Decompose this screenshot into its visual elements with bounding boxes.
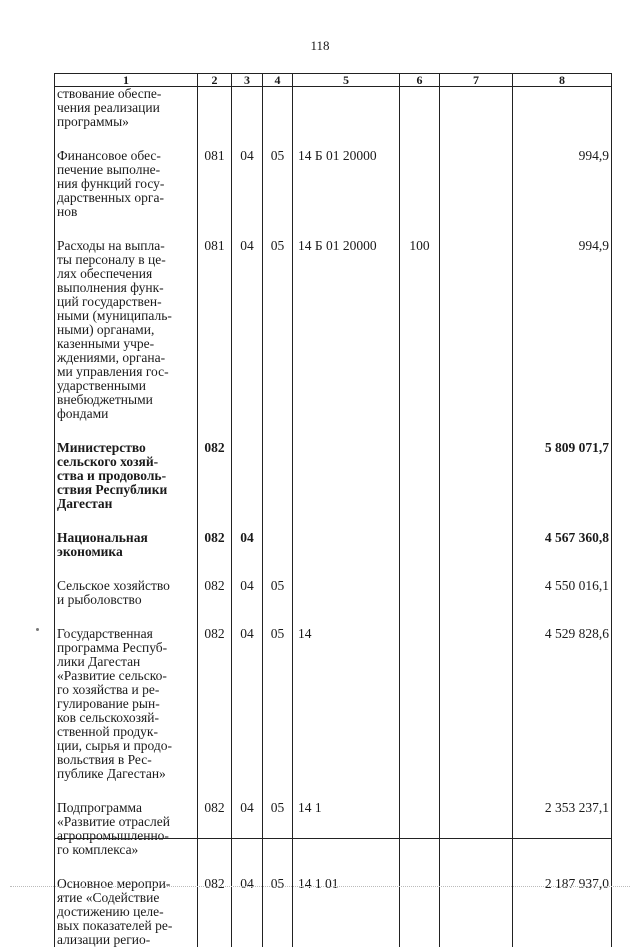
- code-2-cell: 082: [198, 441, 232, 511]
- row-name-cell: [55, 239, 198, 421]
- spacer-cell: [55, 129, 198, 149]
- spacer-cell: [513, 781, 612, 801]
- spacer-cell: [198, 219, 232, 239]
- row-name-cell: [55, 877, 198, 947]
- column-7-cell: [440, 877, 513, 947]
- spacer-cell: [440, 781, 513, 801]
- table-row: [55, 801, 612, 857]
- code-2-cell: 081: [198, 149, 232, 219]
- code-2-cell: 082: [198, 531, 232, 559]
- row-name-text: Национальная экономика: [57, 531, 194, 559]
- row-spacer: [55, 559, 612, 579]
- code-2-cell: 081: [198, 239, 232, 421]
- code-4-cell: [263, 441, 293, 511]
- row-name-text: Сельское хозяйство и рыболовство: [57, 579, 194, 607]
- column-7-cell: [440, 441, 513, 511]
- target-article-cell: 14: [293, 627, 400, 781]
- code-4-cell: 05: [263, 877, 293, 947]
- code-4-cell: 05: [263, 579, 293, 607]
- column-header: 5: [293, 74, 400, 87]
- spacer-cell: [400, 559, 440, 579]
- column-header: 6: [400, 74, 440, 87]
- spacer-cell: [232, 781, 263, 801]
- code-2-cell: 082: [198, 579, 232, 607]
- spacer-cell: [55, 781, 198, 801]
- code-2-cell: 082: [198, 627, 232, 781]
- budget-table: [54, 73, 612, 947]
- code-2-cell: 082: [198, 801, 232, 857]
- expense-type-cell: [400, 87, 440, 130]
- table-row: [55, 579, 612, 607]
- row-name-text: ствование обеспе- чения реализации программы»: [57, 87, 194, 129]
- column-header: 3: [232, 74, 263, 87]
- target-article-cell: [293, 531, 400, 559]
- expense-type-cell: [400, 579, 440, 607]
- code-4-cell: 05: [263, 801, 293, 857]
- code-2-cell: 082: [198, 877, 232, 947]
- spacer-cell: [55, 219, 198, 239]
- spacer-cell: [440, 219, 513, 239]
- row-name-cell: [55, 87, 198, 130]
- row-name-text: Министерство сельского хозяй- ства и продоволь- ствия Республики Дагестан: [57, 441, 194, 511]
- page-edge-divider: [10, 886, 630, 887]
- spacer-cell: [513, 511, 612, 531]
- row-name-text: Финансовое обес- печение выполне- ния функций госу- дарственных орга- нов: [57, 149, 194, 219]
- expense-type-cell: [400, 877, 440, 947]
- row-spacer: [55, 607, 612, 627]
- amount-cell: 4 567 360,8: [513, 531, 612, 559]
- table-row: [55, 87, 612, 130]
- spacer-cell: [400, 421, 440, 441]
- spacer-cell: [293, 219, 400, 239]
- row-name-text: Расходы на выпла- ты персоналу в це- лях обеспечения выполнения функ- ций государствен- ными (муниципаль- ными) органами, казенными учре- ждениями, органа- ми управления гос- ударственными внебюджетными фондами: [57, 239, 194, 421]
- column-header: 2: [198, 74, 232, 87]
- table-header-row: [55, 74, 612, 87]
- expense-type-cell: 100: [400, 239, 440, 421]
- spacer-cell: [232, 421, 263, 441]
- spacer-cell: [55, 511, 198, 531]
- table-row: [55, 877, 612, 947]
- spacer-cell: [293, 781, 400, 801]
- spacer-cell: [513, 219, 612, 239]
- table-row: [55, 441, 612, 511]
- spacer-cell: [513, 857, 612, 877]
- table-row: [55, 627, 612, 781]
- table-bottom-border: [54, 838, 611, 839]
- spacer-cell: [55, 607, 198, 627]
- spacer-cell: [198, 421, 232, 441]
- amount-cell: [513, 87, 612, 130]
- spacer-cell: [293, 607, 400, 627]
- amount-cell: 4 550 016,1: [513, 579, 612, 607]
- spacer-cell: [400, 781, 440, 801]
- amount-cell: 2 187 937,0: [513, 877, 612, 947]
- spacer-cell: [198, 129, 232, 149]
- spacer-cell: [440, 607, 513, 627]
- row-name-cell: [55, 149, 198, 219]
- expense-type-cell: [400, 441, 440, 511]
- spacer-cell: [293, 129, 400, 149]
- column-7-cell: [440, 627, 513, 781]
- column-7-cell: [440, 239, 513, 421]
- amount-cell: 2 353 237,1: [513, 801, 612, 857]
- spacer-cell: [513, 421, 612, 441]
- target-article-cell: 14 1 01: [293, 877, 400, 947]
- amount-cell: 5 809 071,7: [513, 441, 612, 511]
- expense-type-cell: [400, 531, 440, 559]
- spacer-cell: [293, 559, 400, 579]
- spacer-cell: [440, 421, 513, 441]
- row-name-cell: [55, 579, 198, 607]
- column-header: 1: [55, 74, 198, 87]
- column-7-cell: [440, 531, 513, 559]
- spacer-cell: [293, 511, 400, 531]
- spacer-cell: [198, 511, 232, 531]
- expense-type-cell: [400, 801, 440, 857]
- spacer-cell: [400, 511, 440, 531]
- row-spacer: [55, 511, 612, 531]
- spacer-cell: [232, 559, 263, 579]
- spacer-cell: [198, 781, 232, 801]
- spacer-cell: [440, 511, 513, 531]
- target-article-cell: [293, 579, 400, 607]
- column-7-cell: [440, 579, 513, 607]
- spacer-cell: [263, 607, 293, 627]
- spacer-cell: [263, 219, 293, 239]
- column-7-cell: [440, 801, 513, 857]
- spacer-cell: [440, 129, 513, 149]
- code-4-cell: 05: [263, 239, 293, 421]
- spacer-cell: [513, 559, 612, 579]
- spacer-cell: [198, 607, 232, 627]
- row-name-cell: [55, 531, 198, 559]
- spacer-cell: [513, 129, 612, 149]
- spacer-cell: [232, 511, 263, 531]
- spacer-cell: [198, 559, 232, 579]
- table-row: [55, 531, 612, 559]
- spacer-cell: [293, 421, 400, 441]
- margin-mark: [36, 628, 39, 631]
- row-spacer: [55, 781, 612, 801]
- code-3-cell: [232, 87, 263, 130]
- column-header: 4: [263, 74, 293, 87]
- code-3-cell: 04: [232, 801, 263, 857]
- spacer-cell: [198, 857, 232, 877]
- spacer-cell: [232, 857, 263, 877]
- spacer-cell: [400, 857, 440, 877]
- code-3-cell: 04: [232, 239, 263, 421]
- target-article-cell: 14 Б 01 20000: [293, 239, 400, 421]
- spacer-cell: [263, 559, 293, 579]
- row-spacer: [55, 129, 612, 149]
- spacer-cell: [400, 129, 440, 149]
- target-article-cell: [293, 441, 400, 511]
- code-4-cell: 05: [263, 627, 293, 781]
- spacer-cell: [263, 857, 293, 877]
- row-name-cell: [55, 627, 198, 781]
- target-article-cell: 14 Б 01 20000: [293, 149, 400, 219]
- row-name-text: Основное меропри- ятие «Содействие достижению целе- вых показателей ре- ализации регио-: [57, 877, 194, 947]
- code-3-cell: 04: [232, 149, 263, 219]
- code-3-cell: [232, 441, 263, 511]
- spacer-cell: [400, 607, 440, 627]
- spacer-cell: [263, 511, 293, 531]
- spacer-cell: [55, 857, 198, 877]
- row-name-cell: [55, 801, 198, 857]
- column-header: 8: [513, 74, 612, 87]
- column-header: 7: [440, 74, 513, 87]
- spacer-cell: [400, 219, 440, 239]
- table-row: [55, 149, 612, 219]
- code-4-cell: [263, 531, 293, 559]
- amount-cell: 994,9: [513, 239, 612, 421]
- table-body: [55, 87, 612, 947]
- amount-cell: 994,9: [513, 149, 612, 219]
- spacer-cell: [513, 607, 612, 627]
- spacer-cell: [55, 559, 198, 579]
- code-3-cell: 04: [232, 877, 263, 947]
- code-4-cell: 05: [263, 149, 293, 219]
- page-number: 118: [0, 38, 640, 54]
- spacer-cell: [263, 781, 293, 801]
- code-3-cell: 04: [232, 579, 263, 607]
- target-article-cell: 14 1: [293, 801, 400, 857]
- spacer-cell: [232, 607, 263, 627]
- target-article-cell: [293, 87, 400, 130]
- column-7-cell: [440, 87, 513, 130]
- spacer-cell: [263, 129, 293, 149]
- row-name-text: Подпрограмма «Развитие отраслей агропромышленно- го комплекса»: [57, 801, 194, 857]
- row-name-cell: [55, 441, 198, 511]
- amount-cell: 4 529 828,6: [513, 627, 612, 781]
- spacer-cell: [55, 421, 198, 441]
- row-spacer: [55, 219, 612, 239]
- spacer-cell: [232, 219, 263, 239]
- spacer-cell: [440, 559, 513, 579]
- column-7-cell: [440, 149, 513, 219]
- spacer-cell: [232, 129, 263, 149]
- spacer-cell: [440, 857, 513, 877]
- code-2-cell: [198, 87, 232, 130]
- expense-type-cell: [400, 627, 440, 781]
- row-spacer: [55, 857, 612, 877]
- spacer-cell: [263, 421, 293, 441]
- code-4-cell: [263, 87, 293, 130]
- row-name-text: Государственная программа Респуб- лики Дагестан «Развитие сельско- го хозяйства и ре- гулирование рын- ков сельскохозяй- ственной продук- ции, сырья и продо- вольствия в Рес- публике Дагестан»: [57, 627, 194, 781]
- spacer-cell: [293, 857, 400, 877]
- expense-type-cell: [400, 149, 440, 219]
- code-3-cell: 04: [232, 531, 263, 559]
- table-row: [55, 239, 612, 421]
- code-3-cell: 04: [232, 627, 263, 781]
- row-spacer: [55, 421, 612, 441]
